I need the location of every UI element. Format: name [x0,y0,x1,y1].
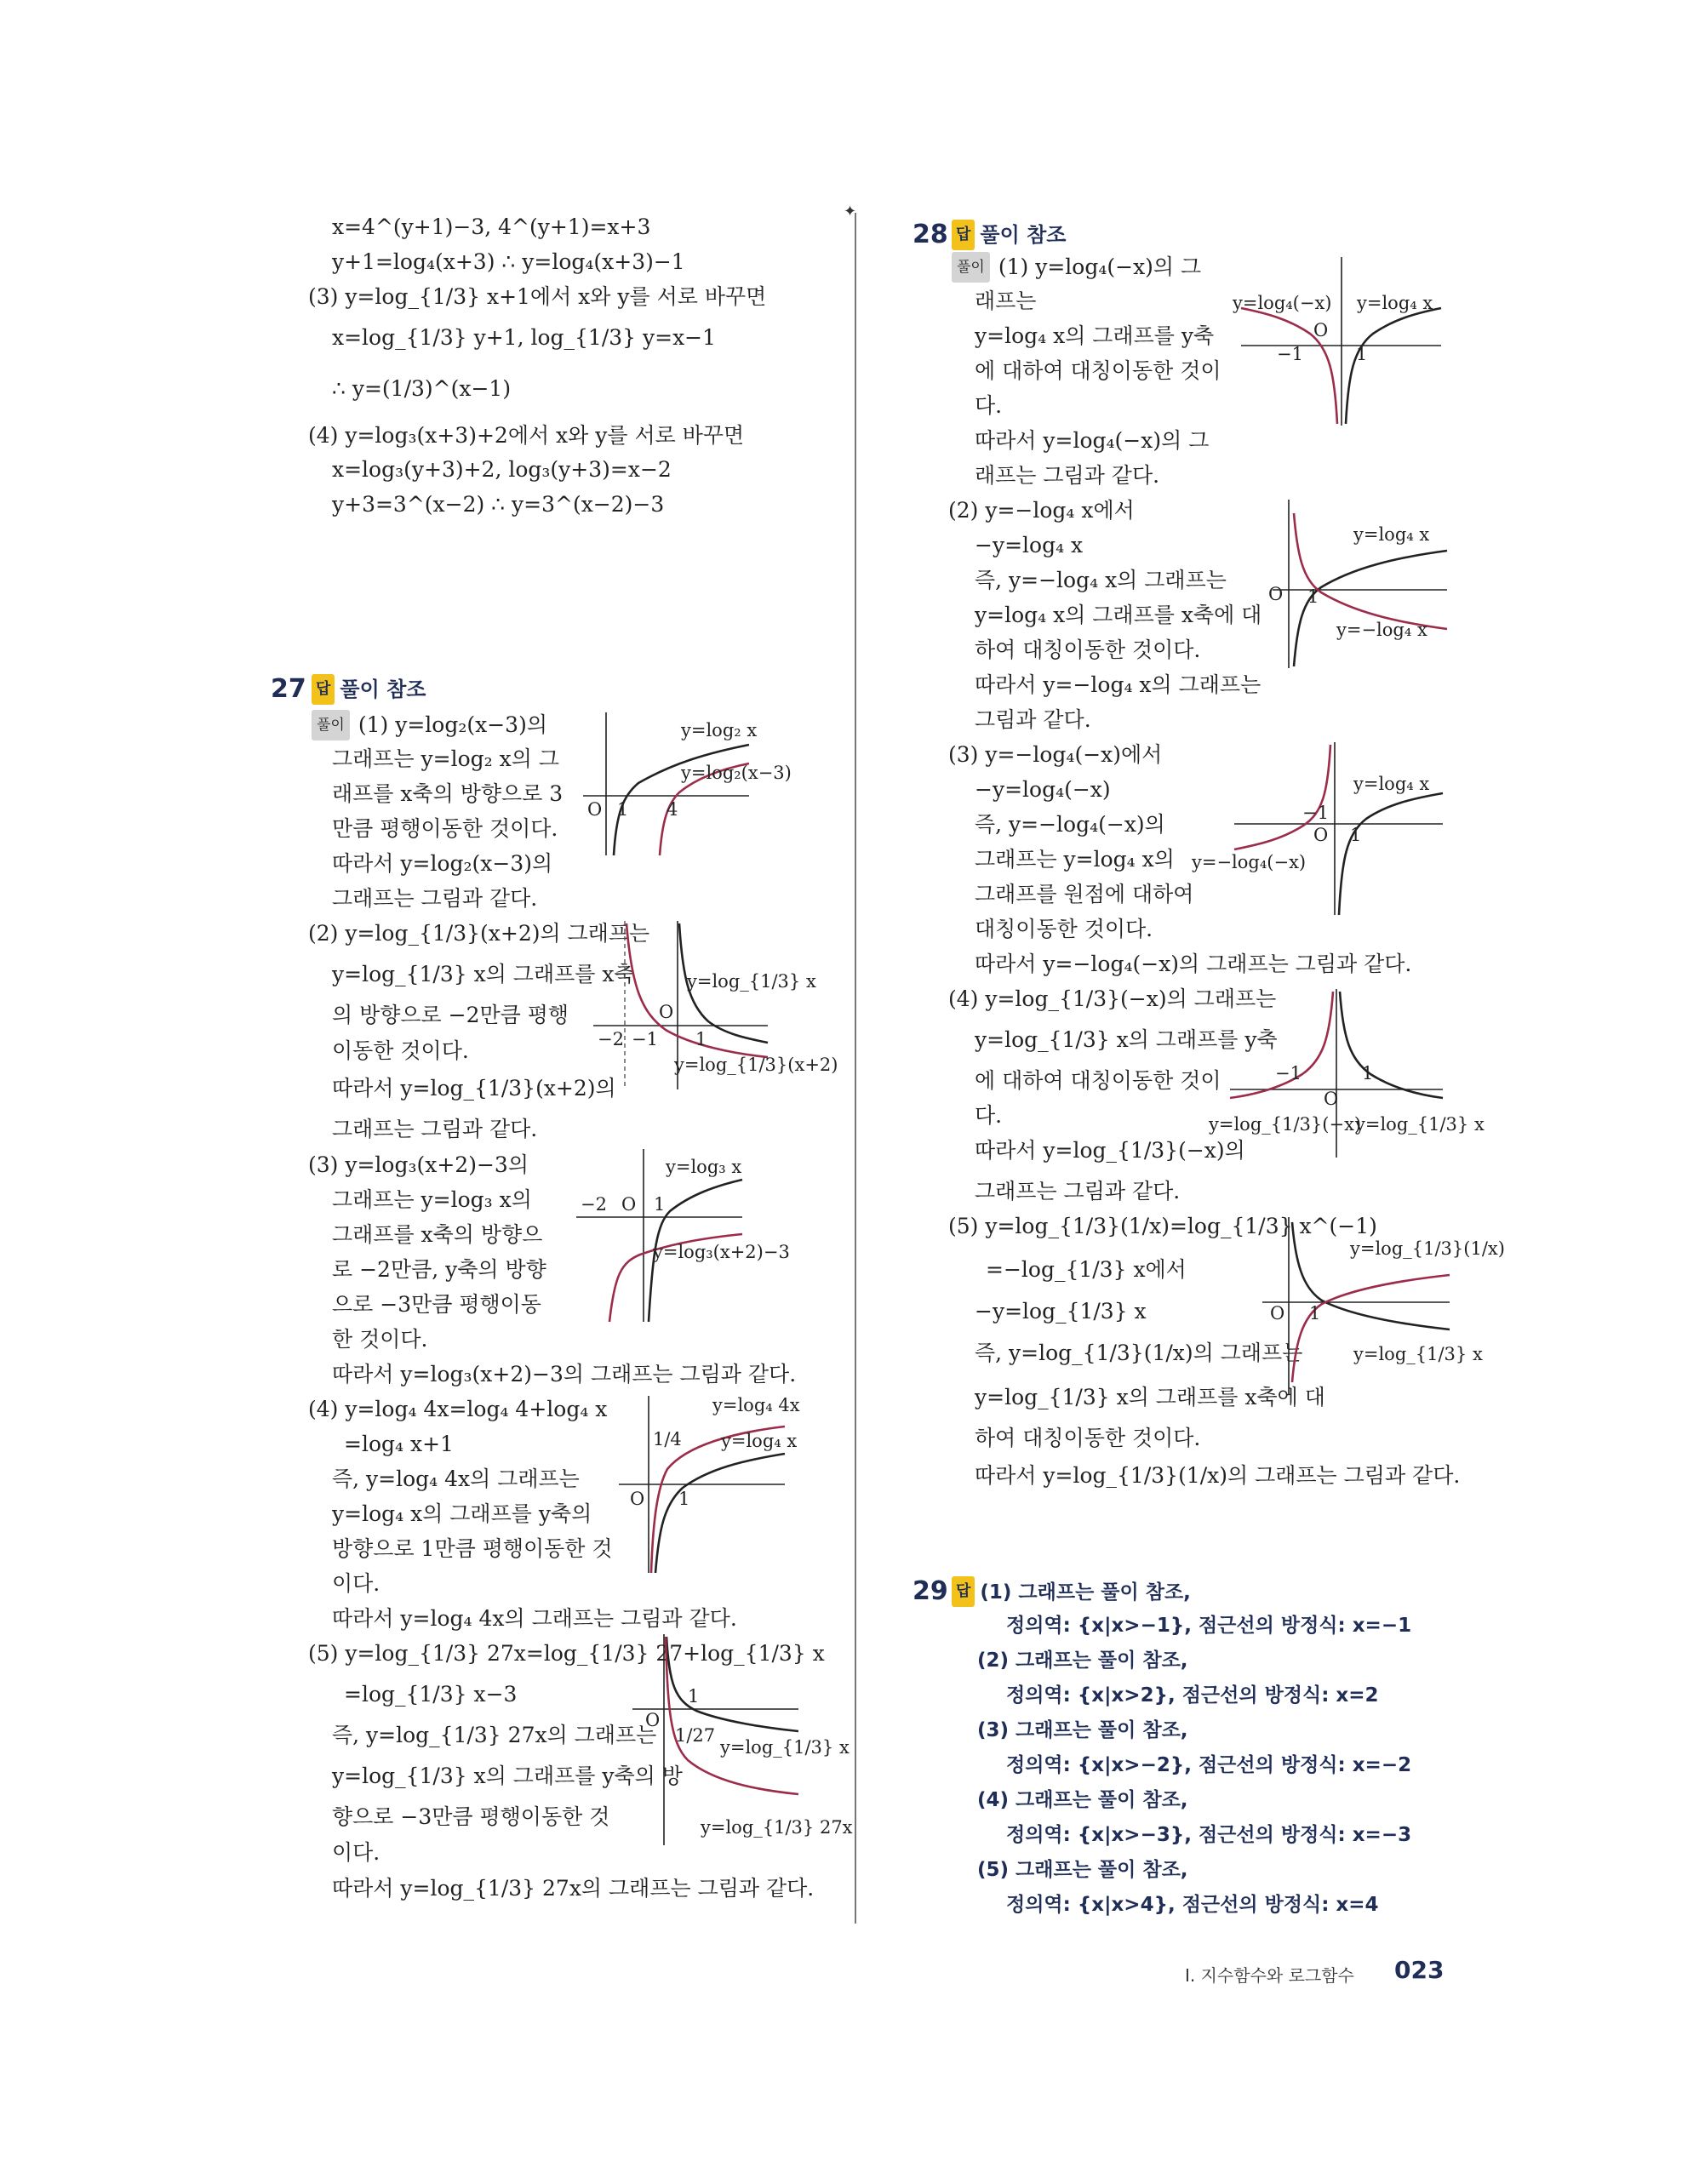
text: (1) y=log₂(x−3)의 [358,712,547,737]
curve-label: y=log_{1/3} x [1353,1344,1483,1364]
graph-28-2 [1268,498,1464,672]
tick-label: O [630,1489,645,1509]
text-line: 그래프는 y=log₄ x의 [975,847,1175,872]
answer-item [952,1576,1191,1607]
curve-label: y=−log₄(−x) [1192,852,1307,872]
text-line: 하여 대칭이동한 것이다. [975,637,1201,662]
text-line: −y=log₄ x [975,533,1084,557]
curve-label: y=log_{1/3} x [687,971,816,992]
text-line: ∴ y=(1/3)^(x−1) [332,376,512,401]
text: (1) y=log₄(−x)의 그 [998,254,1202,279]
graph-27-5 [628,1632,853,1850]
text-line: 그림과 같다. [975,707,1091,732]
text-line: (4) y=log_{1/3}(−x)의 그래프는 [948,986,1277,1011]
heading-text: 풀이 참조 [980,223,1067,247]
text-line: 래프는 그림과 같다. [975,463,1160,488]
tick-label: −1 [1302,803,1329,823]
curve-label: y=log₂(x−3) [681,763,792,783]
text-line: (4) y=log₄ 4x=log₄ 4+log₄ x [308,1397,608,1421]
tick-label: 1 [1362,1063,1374,1083]
curve-label: y=log_{1/3} x [720,1737,850,1758]
text-line: 따라서 y=−log₄(−x)의 그래프는 그림과 같다. [975,952,1412,976]
text-line: 따라서 y=log_{1/3}(1/x)의 그래프는 그림과 같다. [975,1463,1461,1488]
text-line: 이동한 것이다. [332,1038,469,1063]
page-number: 023 [1394,1956,1445,1984]
solution-line [312,710,547,740]
curve-label: y=log₄ x [1357,293,1433,313]
tick-label: 1 [1356,344,1368,364]
curve-label: y=log_{1/3}(1/x) [1350,1238,1505,1259]
text-line: 에 대하여 대칭이동한 것이 [975,358,1221,383]
answer-label: (3) 그래프는 풀이 참조, [977,1719,1188,1741]
text-line: 대칭이동한 것이다. [975,917,1153,941]
solution-badge: 풀이 [952,252,990,283]
column-divider [855,213,856,1924]
text-line: y=log₄ x의 그래프를 x축에 대 [975,603,1262,627]
text-line: 그래프는 y=log₃ x의 [332,1187,532,1212]
curve-label: y=log_{1/3}(x+2) [674,1055,838,1075]
text-line: (5) y=log_{1/3} 27x=log_{1/3} 27+log_{1/3} x [308,1641,825,1666]
answer-label: (2) 그래프는 풀이 참조, [977,1649,1188,1672]
answer-tag: 답 [952,1576,975,1607]
text-line: (4) y=log₃(x+3)+2에서 x와 y를 서로 바꾸면 [308,423,745,448]
tick-label: O [1313,825,1329,845]
text-line: 하여 대칭이동한 것이다. [975,1426,1201,1450]
text-line: (2) y=log_{1/3}(x+2)의 그래프는 [308,921,650,946]
text-line: (3) y=log_{1/3} x+1에서 x와 y를 서로 바꾸면 [308,284,767,309]
tick-label: −1 [632,1029,658,1049]
problem-number: 28 [913,220,948,249]
text-line: 그래프는 그림과 같다. [332,886,538,911]
tick-label: −2 [598,1029,624,1049]
text-line: 의 방향으로 −2만큼 평행 [332,1003,569,1027]
graph-27-3 [572,1147,827,1326]
text-line: 으로 −3만큼 평행이동 [332,1292,541,1317]
curve-label: y=log₃ x [666,1157,742,1177]
problem-heading [312,674,426,705]
text-line: 에 대하여 대칭이동한 것이 [975,1068,1221,1093]
text-line: =−log_{1/3} x에서 [986,1257,1187,1282]
tick-label: 1/27 [675,1725,716,1746]
graph-28-5 [1258,1215,1505,1398]
answer-domain: 정의역: {x|x>2}, 점근선의 방정식: x=2 [1006,1684,1379,1707]
text-line: 즉, y=−log₄ x의 그래프는 [975,568,1227,592]
text-line: 즉, y=−log₄(−x)의 [975,812,1165,837]
problem-heading [952,220,1066,250]
curve-label: y=log₃(x+2)−3 [653,1242,790,1262]
text-line: 즉, y=log₄ 4x의 그래프는 [332,1466,580,1491]
curve-label: y=log₂ x [681,720,758,740]
text-line: 그래프는 그림과 같다. [975,1179,1181,1203]
answer-label: (4) 그래프는 풀이 참조, [977,1789,1188,1811]
curve-label: y=log₄ x [1353,774,1430,794]
solution-badge: 풀이 [312,710,350,740]
text-line: 따라서 y=log_{1/3}(x+2)의 [332,1076,616,1101]
graph-27-1 [579,711,826,860]
tick-label: 4 [667,799,678,820]
tick-label: 1 [695,1029,707,1049]
text-line: (5) y=log_{1/3}(1/x)=log_{1/3} x^(−1) [948,1214,1377,1238]
text-line: =log₄ x+1 [344,1432,454,1456]
text-line: y=log_{1/3} x의 그래프를 x축에 대 [975,1385,1325,1409]
graph-28-3 [1192,740,1456,919]
text-line: (2) y=−log₄ x에서 [948,498,1135,523]
text-line: 따라서 y=log₄(−x)의 그 [975,428,1210,453]
curve-label: y=log_{1/3} x [1355,1114,1485,1135]
text-line: 따라서 y=log_{1/3} 27x의 그래프는 그림과 같다. [332,1876,815,1901]
text-line: 다. [975,1103,1003,1128]
text-line: 한 것이다. [332,1327,428,1352]
answer-domain: 정의역: {x|x>−1}, 점근선의 방정식: x=−1 [1006,1615,1412,1637]
curve-label: y=log₄(−x) [1233,293,1332,313]
text-line: −y=log₄(−x) [975,777,1111,802]
graph-28-1 [1233,255,1454,430]
tick-label: 1 [678,1489,690,1509]
text-line: 즉, y=log_{1/3}(1/x)의 그래프는 [975,1341,1303,1365]
curve-label: y=−log₄ x [1336,620,1427,640]
tick-label: 1/4 [653,1429,682,1449]
solution-line [952,252,1201,283]
answer-label: (5) 그래프는 풀이 참조, [977,1859,1188,1881]
curve-label: y=log₄ x [721,1431,798,1451]
graph-28-4 [1209,987,1485,1162]
text-line: 이다. [332,1840,380,1865]
text-line: 따라서 y=log₄ 4x의 그래프는 그림과 같다. [332,1606,737,1631]
graph-27-2 [589,919,836,1094]
text-line: 그래프는 그림과 같다. [332,1117,538,1141]
text-line: 로 −2만큼, y축의 방향 [332,1257,546,1282]
tick-label: O [1324,1089,1339,1109]
answer-tag: 답 [952,220,975,250]
graph-27-4 [615,1394,827,1577]
text-line: x=log₃(y+3)+2, log₃(y+3)=x−2 [332,457,672,482]
tick-label: O [587,799,603,820]
problem-number: 27 [271,674,306,704]
curve-label: y=log_{1/3}(−x) [1209,1114,1362,1135]
tick-label: O [1270,1303,1285,1324]
text-line: 따라서 y=−log₄ x의 그래프는 [975,672,1262,697]
text-line: y=log_{1/3} x의 그래프를 x축 [332,962,635,986]
tick-label: O [1268,584,1284,604]
text-line: 만큼 평행이동한 것이다. [332,816,558,841]
text-line: 따라서 y=log₂(x−3)의 [332,851,553,876]
text-line: =log_{1/3} x−3 [344,1682,518,1707]
answer-label: (1) 그래프는 풀이 참조, [980,1581,1191,1604]
text-line: y=log_{1/3} x의 그래프를 y축의 방 [332,1764,683,1788]
tick-label: O [645,1710,661,1730]
text-line: 그래프를 원점에 대하여 [975,882,1194,906]
curve-label: y=log₄ 4x [712,1395,800,1415]
text-line: 방향으로 1만큼 평행이동한 것 [332,1536,613,1561]
text-line: (3) y=−log₄(−x)에서 [948,742,1163,767]
text-line: 따라서 y=log_{1/3}(−x)의 [975,1138,1245,1163]
curve-label: y=log_{1/3} 27x [701,1817,853,1838]
tick-label: −1 [1275,1063,1302,1083]
text-line: 그래프는 y=log₂ x의 그 [332,746,559,771]
text-line: x=4^(y+1)−3, 4^(y+1)=x+3 [332,214,651,239]
answer-domain: 정의역: {x|x>−2}, 점근선의 방정식: x=−2 [1006,1754,1412,1776]
tick-label: 1 [1350,825,1362,845]
tick-label: 1 [1309,1303,1321,1324]
text-line: y+3=3^(x−2) ∴ y=3^(x−2)−3 [332,492,665,517]
problem-number: 29 [913,1576,948,1606]
text-line: 래프는 [975,289,1037,313]
tick-label: 1 [688,1686,700,1707]
text-line: 이다. [332,1571,380,1596]
tick-label: O [1313,320,1329,340]
text-line: (3) y=log₃(x+2)−3의 [308,1152,529,1177]
tick-label: −1 [1277,344,1303,364]
text-line: 따라서 y=log₃(x+2)−3의 그래프는 그림과 같다. [332,1362,797,1386]
curve-label: y=log₄ x [1353,524,1430,545]
text-line: x=log_{1/3} y+1, log_{1/3} y=x−1 [332,325,717,350]
text-line: 그래프를 x축의 방향으 [332,1222,543,1247]
answer-domain: 정의역: {x|x>−3}, 점근선의 방정식: x=−3 [1006,1824,1412,1846]
tick-label: 1 [654,1194,666,1215]
answer-tag: 답 [312,674,335,705]
tick-label: 1 [1307,586,1319,607]
tick-label: 1 [617,799,629,820]
text-line: y=log₄ x의 그래프를 y축 [975,323,1215,348]
text-line: −y=log_{1/3} x [975,1299,1147,1324]
heading-text: 풀이 참조 [340,677,426,701]
text-line: y=log_{1/3} x의 그래프를 y축 [975,1027,1278,1052]
text-line: 래프를 x축의 방향으로 3 [332,781,564,806]
tick-label: −2 [581,1194,607,1215]
text-line: 다. [975,393,1003,418]
text-line: 즉, y=log_{1/3} 27x의 그래프는 [332,1723,657,1747]
chapter-title: Ⅰ. 지수함수와 로그함수 [1185,1965,1354,1986]
divider-ornament-icon: ✦ [844,203,857,220]
text-line: 향으로 −3만큼 평행이동한 것 [332,1804,610,1829]
text-line: y+1=log₄(x+3) ∴ y=log₄(x+3)−1 [332,249,685,274]
tick-label: O [659,1002,674,1022]
answer-domain: 정의역: {x|x>4}, 점근선의 방정식: x=4 [1006,1894,1379,1916]
text-line: y=log₄ x의 그래프를 y축의 [332,1501,592,1526]
tick-label: O [621,1194,637,1215]
